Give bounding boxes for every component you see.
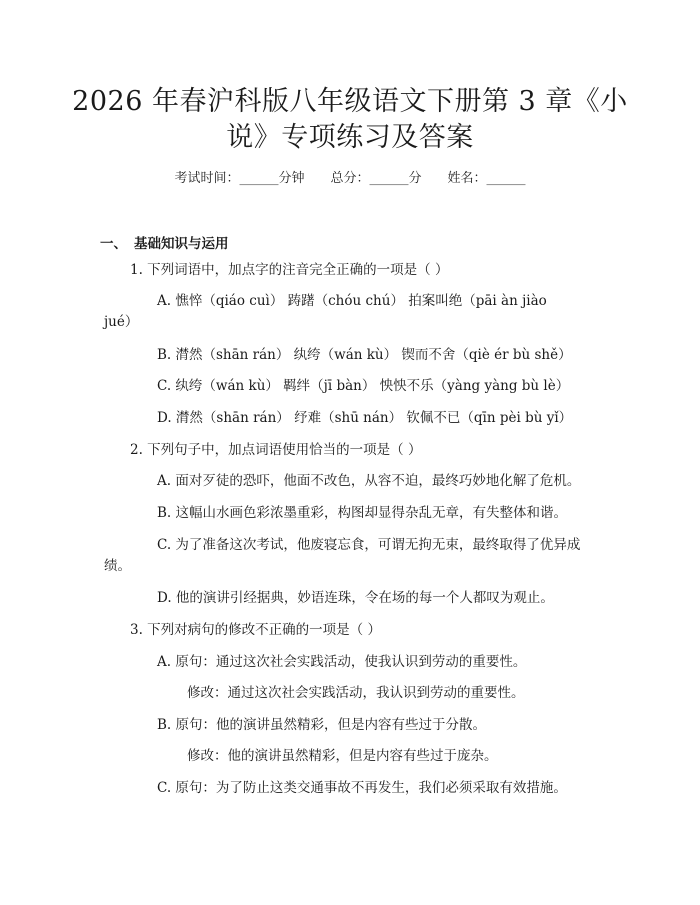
section-number: 一、 xyxy=(100,236,127,252)
question-3-option-b-revision: 修改：他的演讲虽然精彩，但是内容有些过于庞杂。 xyxy=(187,748,498,764)
section-heading xyxy=(100,232,229,252)
question-3-option-a-original: A. 原句：通过这次社会实践活动，使我认识到劳动的重要性。 xyxy=(157,654,527,670)
question-3-option-c-original: C. 原句：为了防止这类交通事故不再发生，我们必须采取有效措施。 xyxy=(157,780,567,796)
exam-meta xyxy=(0,167,700,186)
question-2-option-b: B. 这幅山水画色彩浓墨重彩，构图却显得杂乱无章，有失整体和谐。 xyxy=(157,505,568,521)
question-3-stem: 3. 下列对病句的修改不正确的一项是（ ） xyxy=(130,622,381,638)
question-1-option-b: B. 潸然（shān rán） 纨绔（wán kù） 锲而不舍（qiè ér bù shě） xyxy=(157,347,572,363)
question-1-option-a: A. 憔悴（qiáo cuì） 踌躇（chóu chú） 拍案叫绝（pāi àn jiào xyxy=(157,293,547,309)
question-1-option-d: D. 潸然（shān rán） 纾难（shū nán） 钦佩不已（qīn pèi bù yǐ） xyxy=(157,410,573,426)
question-2-option-c: C. 为了准备这次考试，他废寝忘食，可谓无拘无束，最终取得了优异成 xyxy=(157,537,581,553)
total-score: 总分：______分 xyxy=(330,171,422,186)
document-title-line-2: 说》专项练习及答案 xyxy=(226,122,474,153)
document-title-line-1: 2026 年春沪科版八年级语文下册第 3 章《小 xyxy=(72,86,628,117)
student-name: 姓名：______ xyxy=(447,171,526,186)
question-1-option-a-continued: jué） xyxy=(104,314,139,330)
question-2-stem: 2. 下列句子中，加点词语使用恰当的一项是（ ） xyxy=(130,442,422,458)
question-3-option-b-original: B. 原句：他的演讲虽然精彩，但是内容有些过于分散。 xyxy=(157,717,487,733)
question-1-stem: 1. 下列词语中，加点字的注音完全正确的一项是（ ） xyxy=(130,262,449,278)
question-2-option-d: D. 他的演讲引经据典，妙语连珠，令在场的每一个人都叹为观止。 xyxy=(157,590,554,606)
section-title: 基础知识与运用 xyxy=(134,236,229,252)
question-2-option-c-continued: 绩。 xyxy=(104,558,131,574)
question-3-option-a-revision: 修改：通过这次社会实践活动，我认识到劳动的重要性。 xyxy=(187,685,525,701)
question-1-option-c: C. 纨绔（wán kù） 羁绊（jī bàn） 怏怏不乐（yàng yàng bù lè） xyxy=(157,378,570,394)
question-2-option-a: A. 面对歹徒的恐吓，他面不改色，从容不迫，最终巧妙地化解了危机。 xyxy=(157,473,581,489)
exam-time: 考试时间：______分钟 xyxy=(174,171,305,186)
